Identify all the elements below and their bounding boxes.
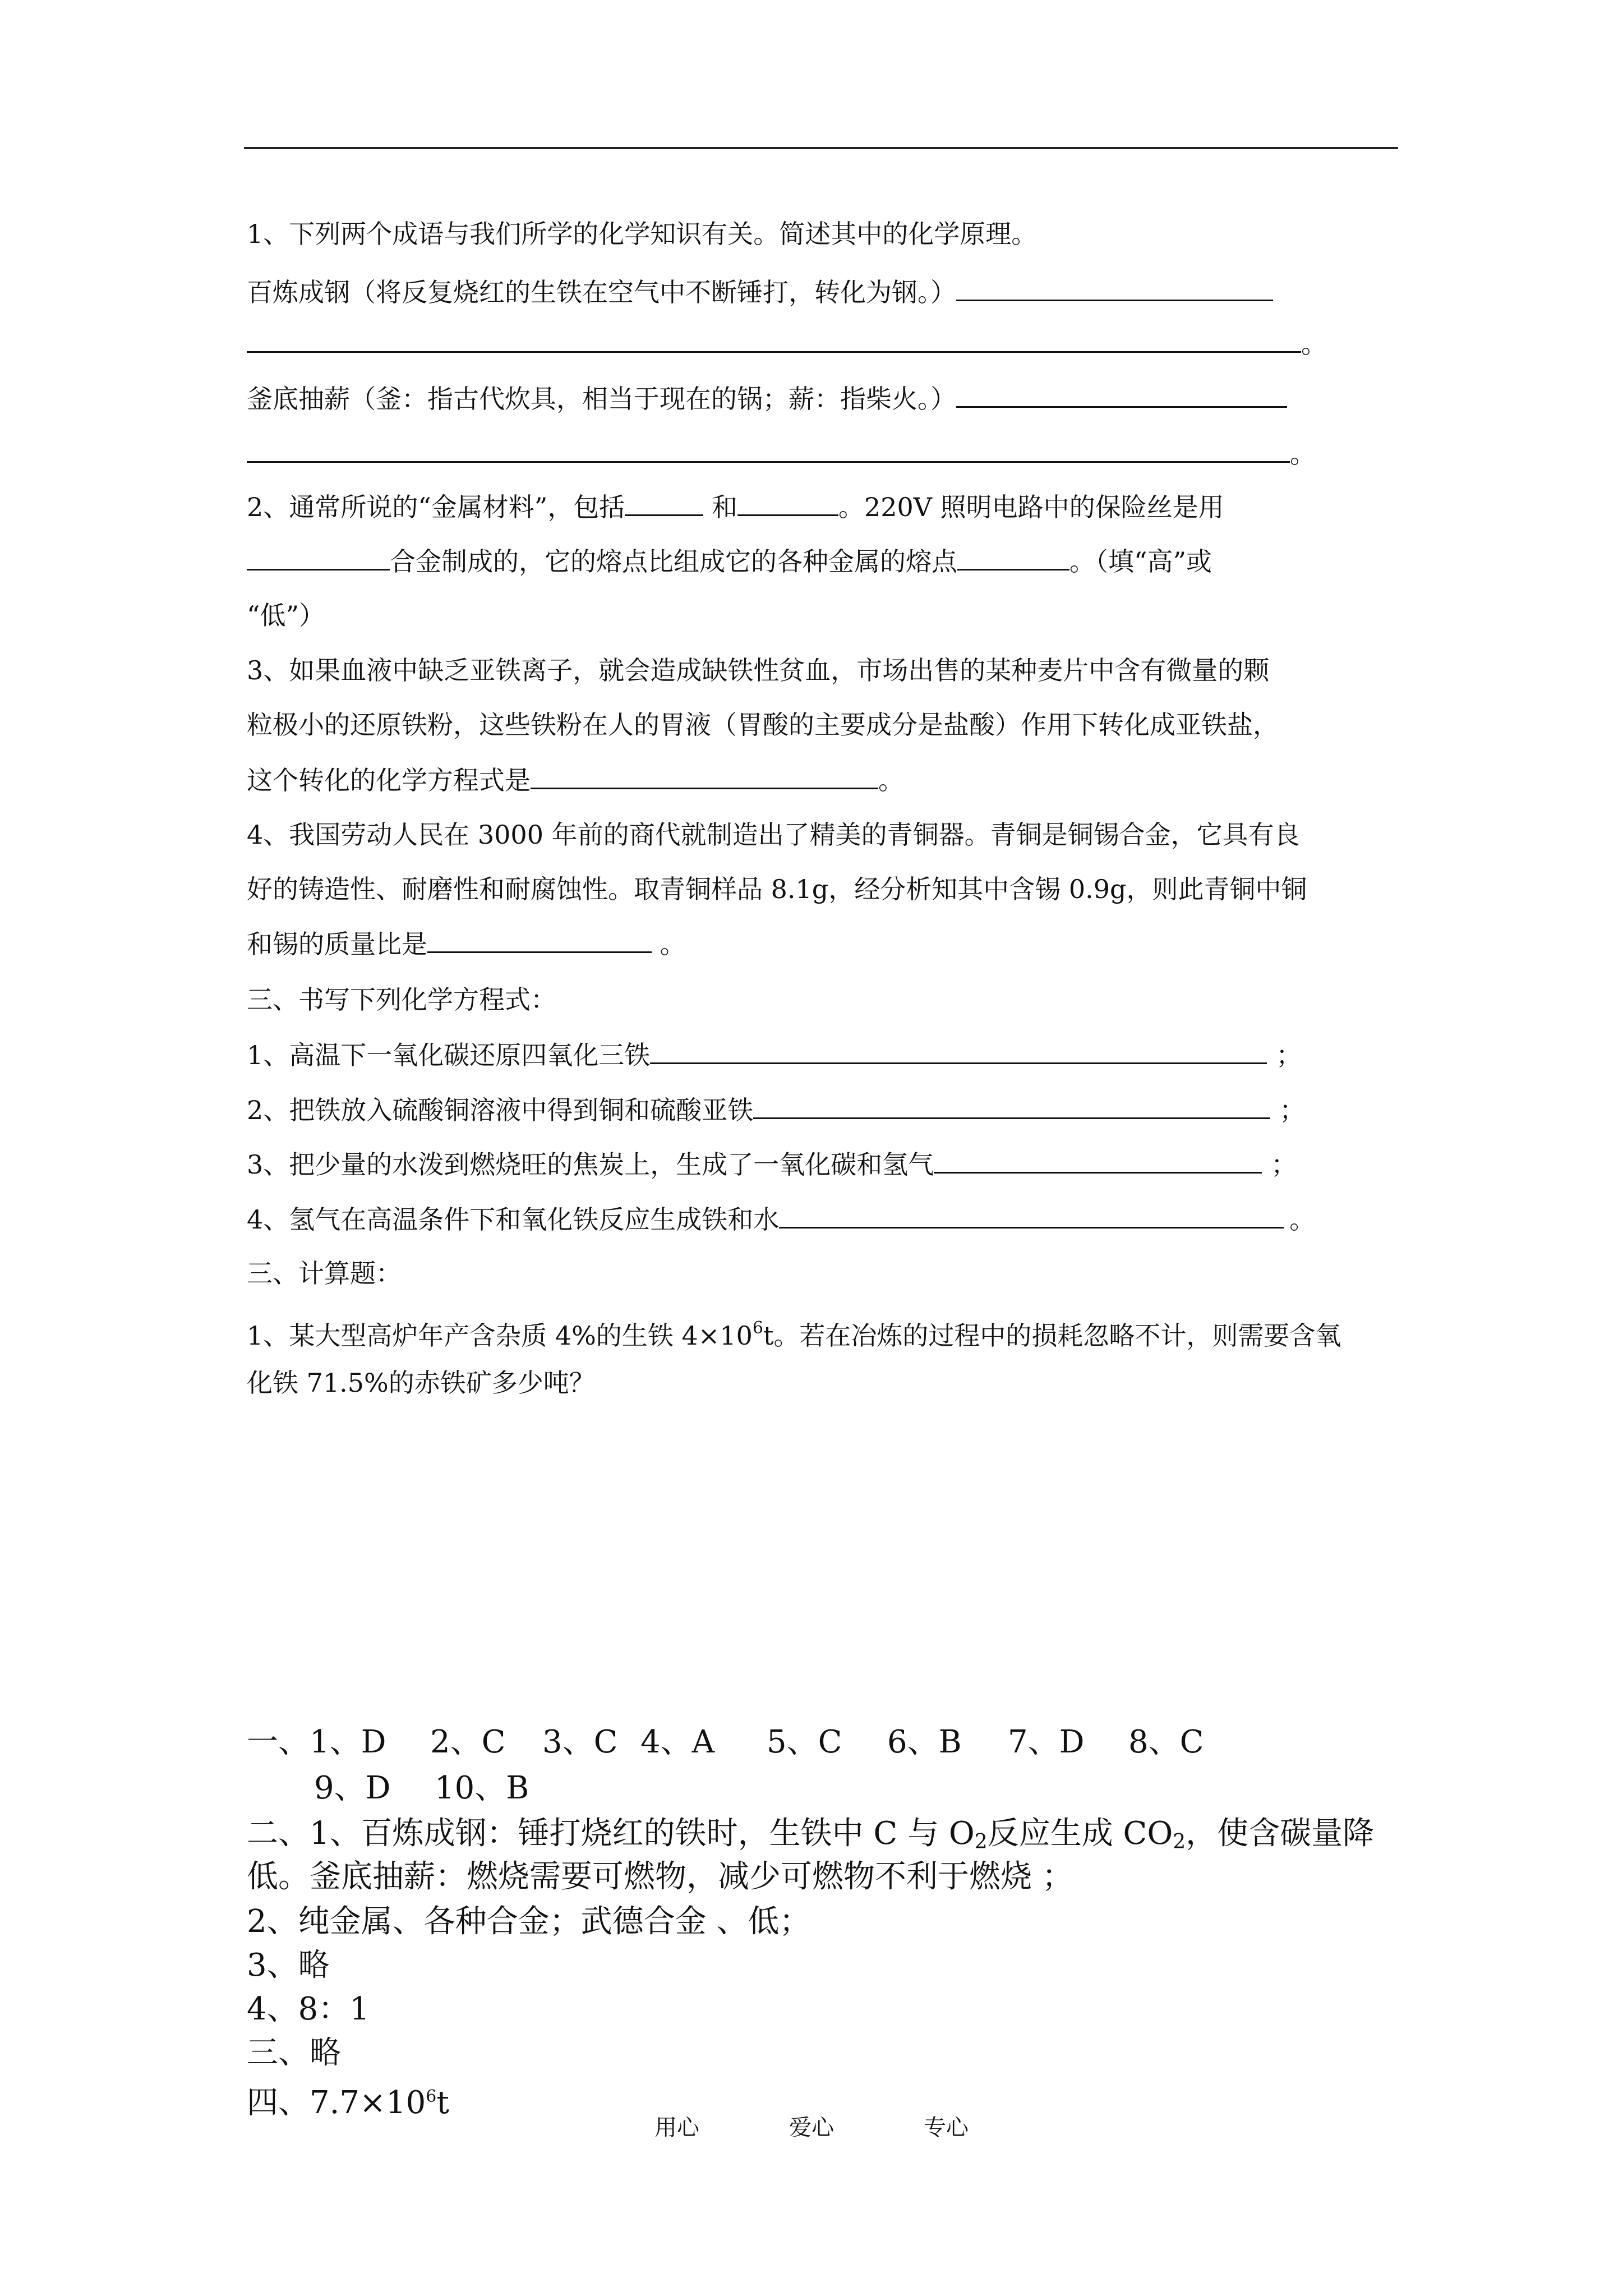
- semicolon: ；: [1279, 1095, 1306, 1125]
- answer-text: 反应生成 CO: [987, 1815, 1173, 1852]
- answer-text: ，使含碳量降: [1186, 1815, 1375, 1852]
- q1-idiom2: 釜底抽薪（釜：指古代炊具，相当于现在的锅；薪：指柴火。）: [247, 384, 956, 414]
- answer-blank[interactable]: [650, 1038, 1267, 1064]
- q4-line3: [247, 927, 686, 961]
- answer-blank[interactable]: [247, 326, 1301, 353]
- q4-line1: 4、我国劳动人民在 3000 年前的商代就制造出了精美的青铜器。青铜是铜锡合金，它具有良: [247, 820, 1300, 850]
- equation-prompt: 3、把少量的水泼到燃烧旺的焦炭上，生成了一氧化碳和氢气: [247, 1149, 934, 1180]
- header-rule: [244, 147, 1398, 149]
- exponent: 6: [426, 2087, 437, 2106]
- answer-2-line2: 低。釜底抽薪：燃烧需要可燃物，减少可燃物不利于燃烧 ；: [247, 1858, 1073, 1895]
- q1-blank-line-2: [247, 436, 1316, 471]
- mc-answer: 4、A: [640, 1724, 715, 1760]
- period: 。: [1301, 329, 1327, 359]
- equations-heading: 三、书写下列化学方程式：: [247, 984, 556, 1015]
- answer-2-q4: 4、8：1: [247, 1991, 370, 2027]
- answer-blank[interactable]: [779, 1202, 1284, 1228]
- q3-text: 这个转化的化学方程式是: [247, 765, 531, 795]
- calc-line1: [247, 1312, 1341, 1352]
- period: 。: [1290, 439, 1316, 469]
- q2-text: 合金制成的，它的熔点比组成它的各种金属的熔点: [390, 546, 957, 577]
- mc-answer: 9、D: [314, 1770, 391, 1806]
- q3-line3: [247, 763, 904, 797]
- answer-text: t: [436, 2085, 449, 2121]
- semicolon: ；: [1276, 1040, 1302, 1070]
- footer-word: 用心: [654, 2115, 699, 2141]
- page-footer: [0, 2114, 1623, 2142]
- calc-text: 1、某大型高炉年产含杂质 4%的生铁 4×10: [247, 1320, 753, 1351]
- equation-item: [247, 1147, 1297, 1181]
- answers-mc-row2: [314, 1768, 529, 1809]
- equation-prompt: 4、氢气在高温条件下和氧化铁反应生成铁和水: [247, 1204, 780, 1235]
- mc-answer: 6、B: [887, 1724, 962, 1760]
- subscript: 2: [1173, 1830, 1186, 1853]
- answer-blank[interactable]: [956, 275, 1273, 301]
- q4-line2: 好的铸造性、耐磨性和耐腐蚀性。取青铜样品 8.1g，经分析知其中含锡 0.9g，则此青铜中铜: [247, 874, 1307, 904]
- answer-blank[interactable]: [427, 927, 652, 953]
- equation-item: [247, 1038, 1302, 1072]
- mc-answer: 5、C: [767, 1724, 842, 1760]
- answer-blank[interactable]: [753, 1093, 1270, 1119]
- answer-blank[interactable]: [625, 490, 703, 516]
- exponent: 6: [752, 1318, 763, 1338]
- equation-item: [247, 1202, 1315, 1236]
- mc-answer: 2、C: [430, 1724, 506, 1760]
- answer-2-line1: [247, 1814, 1374, 1862]
- period: 。: [1289, 1204, 1316, 1235]
- answer-text: 四、7.7×10: [247, 2085, 426, 2121]
- answer-text: 二、1、百炼成钢：锤打烧红的铁时，生铁中 C 与 O: [247, 1815, 975, 1852]
- mc-answer: 3、C: [542, 1724, 618, 1760]
- q4-text: 和锡的质量比是: [247, 929, 427, 959]
- mc-answer: 7、D: [1008, 1724, 1085, 1760]
- mc-answer: 1、D: [310, 1724, 386, 1760]
- mc-answer: 8、C: [1128, 1724, 1204, 1760]
- q1-prompt: 1、下列两个成语与我们所学的化学知识有关。简述其中的化学原理。: [247, 219, 1038, 249]
- answers-mc-row1: [247, 1722, 1204, 1763]
- q2-text: 和: [711, 492, 737, 522]
- equation-prompt: 1、高温下一氧化碳还原四氧化三铁: [247, 1040, 651, 1070]
- q1-blank-line-1: [247, 326, 1327, 361]
- answer-prefix: 一、: [247, 1724, 310, 1760]
- equation-prompt: 2、把铁放入硫酸铜溶液中得到铜和硫酸亚铁: [247, 1095, 754, 1125]
- equation-item: [247, 1093, 1305, 1127]
- calc-heading: 三、计算题：: [247, 1258, 402, 1289]
- q1-idiom2-line: [247, 381, 1287, 416]
- q3-line2: 粒极小的还原铁粉，这些铁粉在人的胃液（胃酸的主要成分是盐酸）作用下转化成亚铁盐，: [247, 710, 1279, 740]
- footer-word: 专心: [924, 2115, 969, 2141]
- answer-blank[interactable]: [247, 436, 1290, 463]
- answer-2-q2: 2、纯金属、各种合金；武德合金 、低；: [247, 1903, 811, 1940]
- answer-2-q3: 3、略: [247, 1947, 330, 1984]
- period: 。: [878, 765, 904, 795]
- calc-line2: 化铁 71.5%的赤铁矿多少吨？: [247, 1368, 595, 1398]
- answer-blank[interactable]: [934, 1147, 1262, 1174]
- q2-line3: “低”）: [247, 600, 325, 631]
- answer-blank[interactable]: [737, 490, 838, 516]
- period: 。: [652, 929, 686, 959]
- q3-line1: 3、如果血液中缺乏亚铁离子，就会造成缺铁性贫血，市场出售的某种麦片中含有微量的颗: [247, 655, 1270, 685]
- semicolon: ；: [1271, 1149, 1297, 1180]
- mc-answer: 10、B: [435, 1770, 529, 1806]
- q1-idiom1: 百炼成钢（将反复烧红的生铁在空气中不断锤打，转化为钢。）: [247, 277, 956, 307]
- calc-text: t。若在冶炼的过程中的损耗忽略不计，则需要含氧: [763, 1320, 1341, 1351]
- q1-idiom1-line: [247, 275, 1273, 309]
- answer-3: 三、略: [247, 2035, 341, 2071]
- q2-text: 。220V 照明电路中的保险丝是用: [838, 492, 1224, 522]
- answer-blank[interactable]: [957, 544, 1069, 570]
- q2-line1: [247, 490, 1224, 524]
- q2-text: 。（填“高”或: [1069, 546, 1212, 577]
- subscript: 2: [974, 1830, 988, 1853]
- q2-line2: [247, 544, 1212, 578]
- answer-blank[interactable]: [531, 763, 878, 789]
- answer-blank[interactable]: [247, 544, 390, 570]
- q2-text: 2、通常所说的“金属材料”，包括: [247, 492, 625, 522]
- answer-blank[interactable]: [956, 381, 1287, 408]
- footer-word: 爱心: [789, 2115, 834, 2141]
